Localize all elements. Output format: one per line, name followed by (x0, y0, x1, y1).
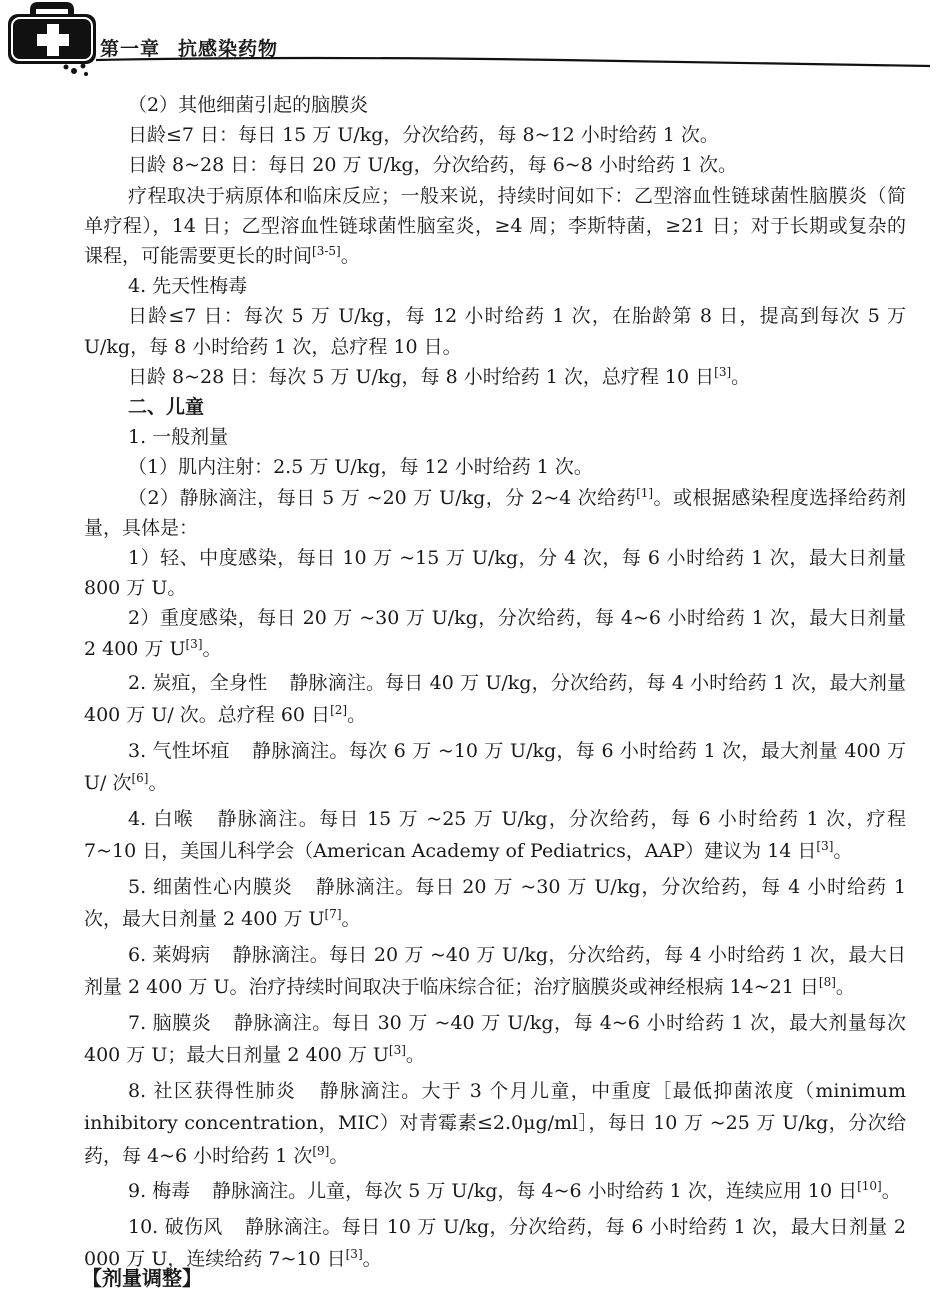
subheading: 1. 一般剂量 (128, 426, 229, 449)
paragraph: 日龄≤7 日：每次 5 万 U/kg，每 12 小时给药 1 次，在胎龄第 8 日，提高到每次 5 万 U/kg，每 8 小时给药 1 次，总疗程 10 日。 (84, 305, 906, 358)
citation: [3] (345, 1247, 363, 1262)
paragraph: 疗程取决于病原体和临床反应；一般来说，持续时间如下：乙型溶血性链球菌性脑膜炎（简单疗程），14 日；乙型溶血性链球菌性脑室炎，≥4 周；李斯特菌，≥21 日；对于长期或复杂的课程，可能需要更长的时间[3-5]。 (84, 184, 906, 268)
citation: [3] (388, 1043, 406, 1058)
citation: [6] (131, 771, 149, 786)
paragraph: 2）重度感染，每日 20 万 ~30 万 U/kg，分次给药，每 4~6 小时给药 1 次，最大日剂量 2 400 万 U[3]。 (84, 607, 906, 660)
paragraph: 日龄 8~28 日：每次 5 万 U/kg，每 8 小时给药 1 次，总疗程 10 日[3]。 (128, 364, 751, 388)
entry-title: 10. 破伤风 (128, 1215, 223, 1238)
entry-title: 4. 白喉 (128, 807, 195, 830)
entry-title: 6. 莱姆病 (128, 943, 211, 966)
entry-title: 9. 梅毒 (128, 1180, 191, 1203)
paragraph: （1）肌内注射：2.5 万 U/kg，每 12 小时给药 1 次。 (128, 456, 593, 479)
dosage-entry: 4. 白喉 静脉滴注。每日 15 万 ~25 万 U/kg，分次给药，每 6 小时给药 1 次，疗程 7~10 日，美国儿科学会（American Academy of Pediatrics，AAP）建议为 14 日[3]。 (84, 807, 906, 863)
dosage-entry: 8. 社区获得性肺炎 静脉滴注。大于 3 个月儿童，中重度［最低抑菌浓度（minimum inhibitory concentration，MIC）对青霉素≤2.0μg/ml］，每日 10 万 ~25 万 U/kg，分次给药，每 4~6 小时给药 1 次[9]。 (84, 1079, 906, 1167)
citation: [2] (330, 703, 348, 718)
citation: [1] (636, 485, 654, 500)
dosage-entry: 6. 莱姆病 静脉滴注。每日 20 万 ~40 万 U/kg，分次给药，每 4 小时给药 1 次，最大日剂量 2 400 万 U。治疗持续时间取决于临床综合征；治疗脑膜炎或神经根病 14~21 日[8]。 (84, 943, 906, 999)
dosage-entry: 7. 脑膜炎 静脉滴注。每日 30 万 ~40 万 U/kg，每 4~6 小时给药 1 次，最大剂量每次 400 万 U；最大日剂量 2 400 万 U[3]。 (84, 1011, 907, 1067)
paragraph: 日龄≤7 日：每日 15 万 U/kg，分次给药，每 8~12 小时给药 1 次。 (128, 124, 719, 147)
dosage-entry: 3. 气性坏疽 静脉滴注。每次 6 万 ~10 万 U/kg，每 6 小时给药 1 次，最大剂量 400 万 U/ 次[6]。 (84, 739, 906, 795)
citation: [3] (714, 364, 732, 379)
dosage-entry: 5. 细菌性心内膜炎 静脉滴注。每日 20 万 ~30 万 U/kg，分次给药，每 4 小时给药 1 次，最大日剂量 2 400 万 U[7]。 (84, 875, 907, 931)
paragraph: （2）静脉滴注，每日 5 万 ~20 万 U/kg，分 2~4 次给药[1]。或根据感染程度选择给药剂量，具体是： (84, 485, 906, 539)
dosage-entry: 2. 炭疽，全身性 静脉滴注。每日 40 万 U/kg，分次给药，每 4 小时给药 1 次，最大剂量 400 万 U/ 次。总疗程 60 日[2]。 (84, 671, 906, 727)
entry-title: 7. 脑膜炎 (128, 1011, 212, 1034)
subheading: 4. 先天性梅毒 (128, 275, 248, 298)
page-header (0, 0, 944, 80)
dosage-entry: 10. 破伤风 静脉滴注。每日 10 万 U/kg，分次给药，每 6 小时给药 1 次，最大日剂量 2 000 万 U，连续给药 7~10 日[3]。 (84, 1215, 906, 1271)
citation: [8] (818, 975, 836, 990)
paragraph: 1）轻、中度感染，每日 10 万 ~15 万 U/kg，分 4 次，每 6 小时给药 1 次，最大日剂量 800 万 U。 (84, 547, 906, 600)
chapter-number: 第一章 (100, 38, 161, 60)
entry-title: 5. 细菌性心内膜炎 (128, 875, 293, 898)
medical-kit-icon (8, 2, 96, 64)
citation: [7] (324, 907, 342, 922)
dots-decoration (64, 64, 89, 77)
paragraph: （2）其他细菌引起的脑膜炎 (128, 94, 369, 116)
chapter-title: 抗感染药物 (178, 38, 279, 60)
entry-title: 8. 社区获得性肺炎 (128, 1079, 297, 1102)
running-head (100, 34, 278, 61)
entry-title: 2. 炭疽，全身性 (128, 671, 268, 694)
citation: [3] (185, 636, 203, 651)
citation: [9] (312, 1143, 330, 1158)
page-body (84, 90, 906, 1279)
citation: [3-5] (312, 244, 341, 259)
entry-title: 3. 气性坏疽 (128, 739, 230, 762)
citation: [3] (816, 839, 834, 854)
citation: [10] (857, 1179, 882, 1194)
paragraph: 日龄 8~28 日：每日 20 万 U/kg，分次给药，每 6~8 小时给药 1 次。 (128, 154, 737, 177)
section-heading-dose-adjustment: 【剂量调整】 (82, 1266, 202, 1290)
section-heading-children: 二、儿童 (128, 396, 205, 419)
dosage-entry: 9. 梅毒 静脉滴注。儿童，每次 5 万 U/kg，每 4~6 小时给药 1 次，连续应用 10 日[10]。 (128, 1179, 901, 1203)
